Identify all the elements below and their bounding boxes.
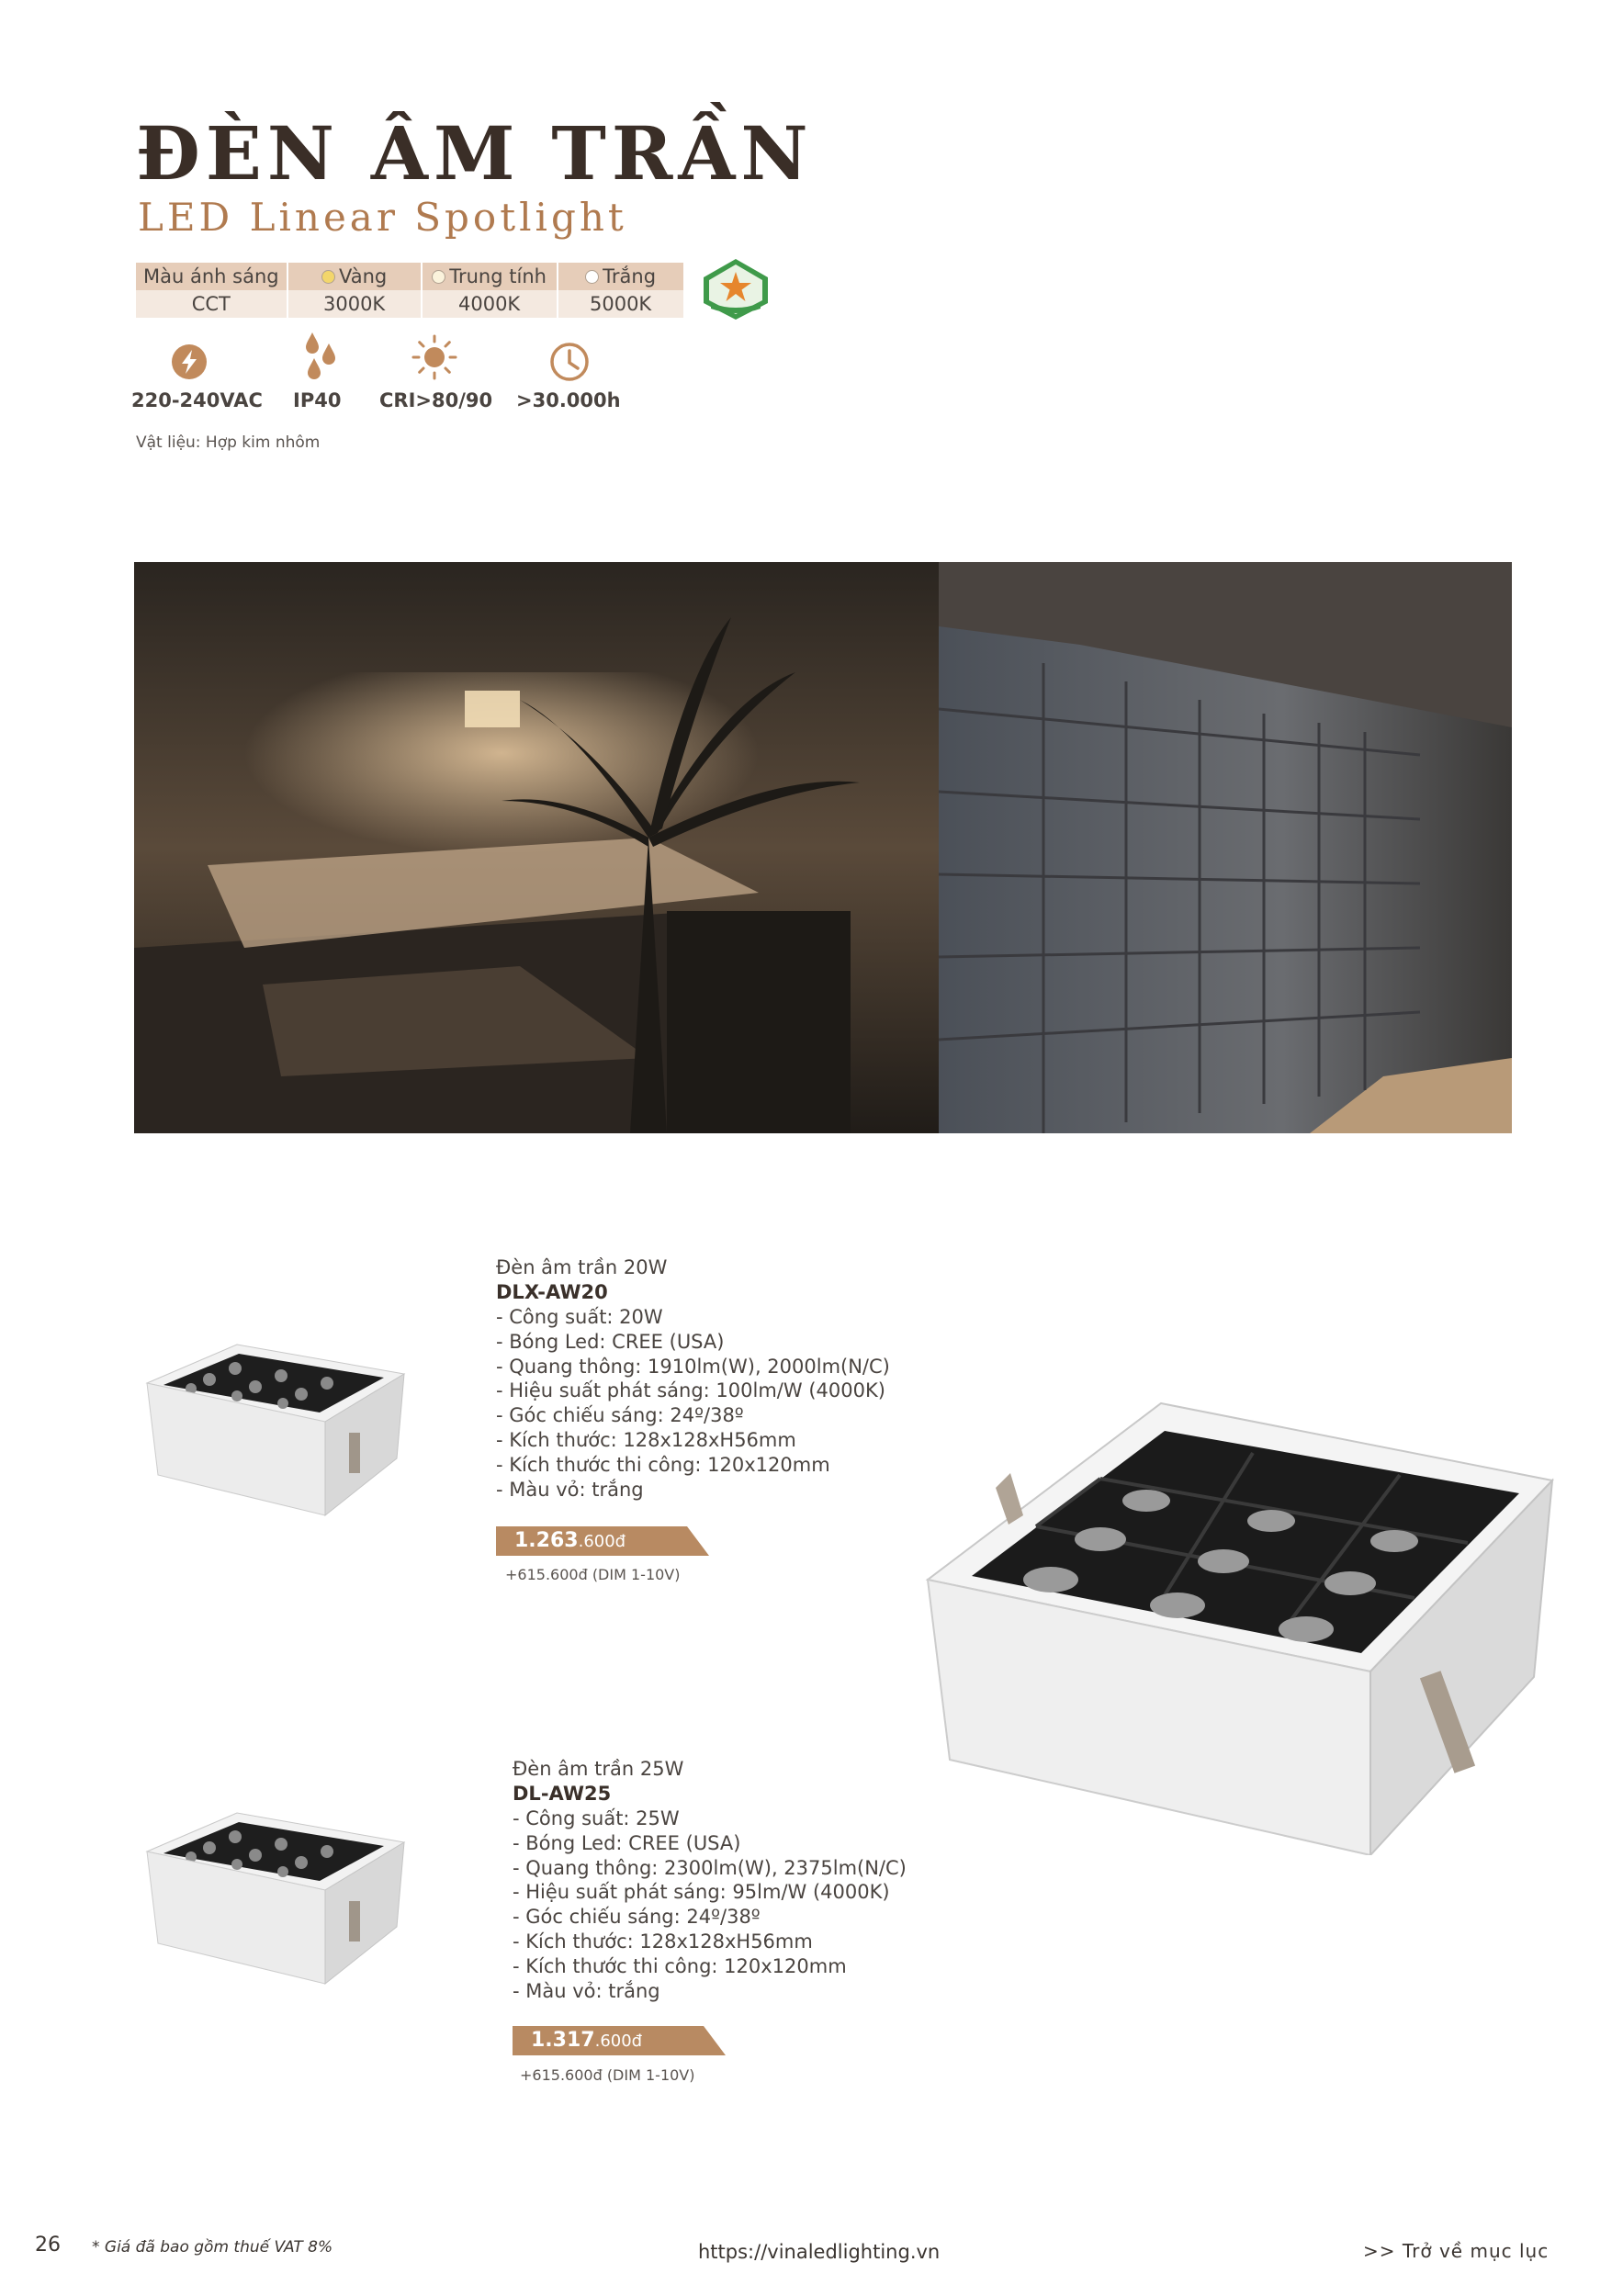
product-title-25w: Đèn âm trần 25W bbox=[513, 1758, 684, 1780]
certification-badge-icon bbox=[700, 257, 772, 321]
price-rest: .600đ bbox=[578, 1532, 626, 1551]
website-link[interactable]: https://vinaledlighting.vn bbox=[698, 2241, 941, 2263]
light-color-label: Màu ánh sáng bbox=[136, 263, 287, 290]
interior-photo bbox=[134, 562, 1512, 1133]
cct-white: 5000K bbox=[558, 290, 683, 318]
page-title: ĐÈN ÂM TRẦN bbox=[136, 110, 814, 197]
dim-option-note: +615.600đ (DIM 1-10V) bbox=[520, 2066, 695, 2084]
power-icon bbox=[171, 343, 208, 380]
product-code-dlx-aw20: DLX-AW20 bbox=[496, 1281, 608, 1303]
vat-note: * Giá đã bao gồm thuế VAT 8% bbox=[92, 2238, 333, 2257]
product-title-20w: Đèn âm trần 20W bbox=[496, 1256, 668, 1278]
feature-item: - Bóng Led: CREE (USA) bbox=[496, 1330, 725, 1353]
feature-item: - Kích thước thi công: 120x120mm bbox=[513, 1954, 847, 1977]
product-image-large bbox=[922, 1396, 1556, 1855]
feature-item: - Hiệu suất phát sáng: 95lm/W (4000K) bbox=[513, 1881, 890, 1904]
ip-rating-value: IP40 bbox=[293, 389, 342, 411]
feature-item: - Góc chiếu sáng: 24º/38º bbox=[513, 1906, 761, 1929]
page-number: 26 bbox=[35, 2234, 61, 2257]
material-note: Vật liệu: Hợp kim nhôm bbox=[136, 433, 321, 452]
feature-item: - Bóng Led: CREE (USA) bbox=[513, 1831, 741, 1854]
voltage-value: 220-240VAC bbox=[131, 389, 263, 411]
product-image-dl-aw25 bbox=[136, 1806, 411, 1989]
water-drops-icon bbox=[301, 331, 340, 380]
feature-item: - Công suất: 20W bbox=[496, 1306, 663, 1328]
color-option-warm: Vàng bbox=[287, 263, 422, 290]
neutral-dot-icon bbox=[432, 270, 445, 284]
feature-item: - Công suất: 25W bbox=[513, 1807, 680, 1829]
price-main: 1.317 bbox=[531, 2029, 595, 2052]
price-tag-dl-aw25 bbox=[513, 2026, 726, 2055]
white-dot-icon bbox=[585, 270, 599, 284]
feature-item: - Kích thước thi công: 120x120mm bbox=[496, 1453, 830, 1476]
feature-item: - Kích thước: 128x128xH56mm bbox=[496, 1428, 796, 1451]
feature-item: - Hiệu suất phát sáng: 100lm/W (4000K) bbox=[496, 1379, 885, 1402]
cct-warm: 3000K bbox=[287, 290, 422, 318]
feature-item: - Góc chiếu sáng: 24º/38º bbox=[496, 1404, 744, 1427]
page-subtitle: LED Linear Spotlight bbox=[138, 195, 627, 240]
cct-label: CCT bbox=[136, 290, 287, 318]
feature-item: - Quang thông: 1910lm(W), 2000lm(N/C) bbox=[496, 1355, 890, 1378]
product-features-dl-aw25 bbox=[513, 1806, 907, 2003]
dim-option-note: +615.600đ (DIM 1-10V) bbox=[505, 1566, 681, 1583]
product-features-dlx-aw20 bbox=[496, 1305, 890, 1502]
product-image-dlx-aw20 bbox=[136, 1337, 411, 1521]
back-to-contents-link[interactable]: >> Trở về mục lục bbox=[1363, 2240, 1550, 2262]
feature-item: - Kích thước: 128x128xH56mm bbox=[513, 1930, 813, 1953]
feature-item: - Quang thông: 2300lm(W), 2375lm(N/C) bbox=[513, 1856, 907, 1879]
price-main: 1.263 bbox=[514, 1529, 579, 1552]
clock-icon bbox=[549, 342, 590, 382]
color-temperature-table bbox=[136, 263, 683, 318]
feature-item: - Màu vỏ: trắng bbox=[496, 1478, 644, 1501]
price-tag-dlx-aw20 bbox=[496, 1526, 709, 1556]
color-option-white: Trắng bbox=[558, 263, 683, 290]
sun-icon bbox=[411, 334, 457, 380]
cri-value: CRI>80/90 bbox=[379, 389, 493, 411]
feature-item: - Màu vỏ: trắng bbox=[513, 1979, 660, 2002]
price-rest: .600đ bbox=[594, 2032, 643, 2051]
product-code-dl-aw25: DL-AW25 bbox=[513, 1783, 612, 1805]
lifetime-value: >30.000h bbox=[516, 389, 621, 411]
warm-dot-icon bbox=[321, 270, 335, 284]
cct-neutral: 4000K bbox=[422, 290, 558, 318]
color-option-neutral: Trung tính bbox=[422, 263, 558, 290]
